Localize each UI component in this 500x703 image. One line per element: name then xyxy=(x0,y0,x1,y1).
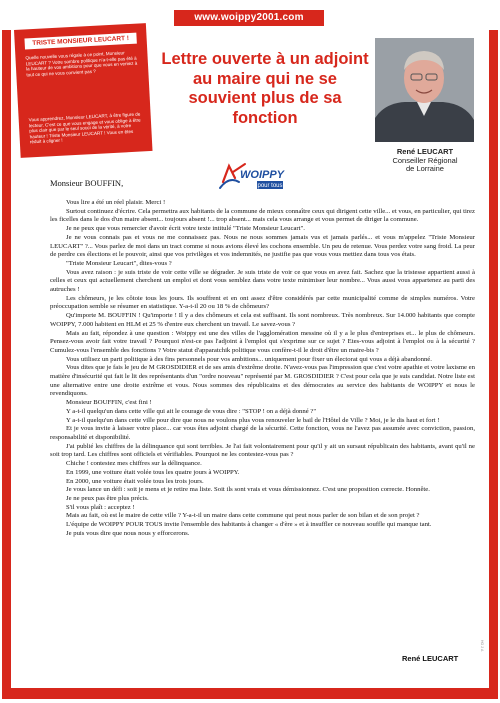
left-red-border xyxy=(2,30,11,692)
letter-paragraph-24: L'équipe de WOIPPY POUR TOUS invite l'ensemble des habitants à changer « d'ère » et à insuffler ce nouveau souffle qui manque tant. xyxy=(66,521,432,529)
letter-body xyxy=(50,199,475,538)
letter-paragraph-3: Je ne peux que vous remercier d'avoir écrit votre texte intitulé "Triste Monsieur Leucart". xyxy=(66,225,305,233)
letter-paragraph-11: Vous dites que je fais le jeu de M GROSDIDIER et de ses amis d'extrême droite. N'avez-vous pas l'impression que c'est votre apathie et votre laxisme en matière d'insécurité qui fait le lit des représentants d'un "ordre nouveau" représenté par M. GROSDIDIER ? C'est pour cela que je suis candidat. Notre liste est une alternative entre une droite extrême et vous. Nous sommes des républicains et des démocrates au service des habitants de WOIPPY et nous le revendiquons. xyxy=(50,364,475,398)
letter-paragraph-20: Je vous lance un défi : soit je mens et je retire ma liste. Soit ils sont vrais et vous démissionnez. C'est une proposition correcte. Honnête. xyxy=(66,486,430,494)
letter-paragraph-23: Mais au fait, où est le maire de cette ville ? Y-a-t-il un maire dans cette commune qui peut nous parler de son bilan et de son projet ? xyxy=(66,512,420,520)
letter-paragraph-2: Surtout continuez d'écrire. Cela permettra aux habitants de la commune de mieux connaître ceux qui dirigent cette ville... et vous, en particulier, qui tirez les ficelles dans le dos d'un maire absent... toujours absent !... trop absent... mais cela vous arrange et vous permet de diriger la commune. xyxy=(50,207,475,224)
letter-paragraph-22: S'il vous plaît : acceptez ! xyxy=(66,503,135,511)
portrait-name: René LEUCART xyxy=(396,147,454,156)
letter-greeting: Monsieur BOUFFIN, xyxy=(50,178,124,188)
website-url[interactable]: www.woippy2001.com xyxy=(174,10,324,26)
headline: Lettre ouverte à un adjoint au maire qui ne se souvient plus de sa fonction xyxy=(161,50,369,127)
letter-paragraph-15: Et je vous invite à laisser votre place... car vous êtes adjoint chargé de la sécurité. Cette fonction, vous ne l'avez pas assumée avec conviction, passion, responsabilité et disponibilité. xyxy=(50,425,475,441)
portrait-caption xyxy=(372,148,478,174)
letter-paragraph-4: Je ne vous connais pas et vous ne me connaissez pas. Nous ne nous sommes jamais vus et jamais parlés... et vous m'appelez "Triste Monsieur LEUCART" ?... Vous parlez de moi dans un tract comme si nous avions élevé les cochons ensemble. Un peu de retenue. Vous perdez votre sang froid. La peur de perdre ces élections et le pouvoir, ainsi que vos privilèges et vos indemnités, ne justifie pas que vous vous mettiez dans tous vos états. xyxy=(50,233,475,259)
letter-paragraph-5: "Triste Monsieur Leucart", dites-vous ? xyxy=(66,259,172,267)
portrait-silhouette-icon xyxy=(375,38,474,142)
letter-paragraph-16: J'ai publié les chiffres de la délinquance qui sont terribles. Je l'ai fait volontairement pour qu'il y ait un sursaut républicain des habitants, avant qu'il ne soit trop tard. Les chiffres sont officiels et vérifiables. Pourquoi ne les contestez-vous pas ? xyxy=(50,442,475,459)
letter-paragraph-13: Y a-t-il quelqu'un dans cette ville qui ait le courage de vous dire : "STOP ! on a déjà donné ?" xyxy=(66,407,317,415)
letter-paragraph-1: Vous lire a été un réel plaisir. Merci ! xyxy=(66,199,166,206)
logo-brand: WOIPPY xyxy=(240,169,285,181)
portrait-photo xyxy=(375,38,474,142)
signature: René LEUCART xyxy=(402,654,459,663)
bottom-red-border xyxy=(2,688,498,699)
letter-paragraph-21: Je ne peux pas être plus précis. xyxy=(66,494,149,502)
promo-text-bottom: Vous apprendrez, Monsieur LEUCART, à être figure de lecteur. C'est ce que vous engage et vous oblige à être plus clair que par le seul souci de la vérité, à votre hauteur ! Triste Monsieur LEUCART ! Vous en êtes réduit à cligner ! xyxy=(28,111,141,145)
letter-paragraph-10: Vous utilisez un parti politique à des fins personnels pour vos ambitions... uniquement pour fixer un électorat qui vous a déjà abandonné. xyxy=(66,355,432,363)
letter-paragraph-8: Qu'importe M. BOUFFIN ! Qu'importe ! Il y a des chômeurs et cela est suffisant. Ils sont nombreux. Très nombreux. Sur 14.000 habitants que compte WOIPPY, 7.000 habitent en HLM et 25 % d'entre eux cherchent un travail. Le savez-vous ? xyxy=(50,312,475,328)
letter-paragraph-7: Les chômeurs, je les côtoie tous les jours. Ils souffrent et en ont assez d'être considérés par cette municipalité comme de simples numéros. Votre préoccupation semble se résumer en statistique. Y-a-t-il 20 ou 18 % de chômeurs? xyxy=(50,294,475,311)
letter-paragraph-19: En 2000, une voiture était volée tous les trois jours. xyxy=(66,477,204,485)
promo-title: TRISTE MONSIEUR LEUCART ! xyxy=(24,33,136,50)
woippy-pour-tous-logo-icon xyxy=(215,158,290,194)
print-mark: HG 2 A xyxy=(480,640,484,652)
letter-paragraph-12: Monsieur BOUFFIN, c'est fini ! xyxy=(66,399,152,407)
right-red-border xyxy=(489,30,498,692)
portrait-role-line2: de Lorraine xyxy=(406,164,444,174)
letter-paragraph-18: En 1999, une voiture était volée tous les quatre jours à WOIPPY. xyxy=(66,468,240,476)
logo-tagline: pour tous xyxy=(257,183,283,190)
letter-paragraph-25: Je puis vous dire que nous nous y efforcerons. xyxy=(66,529,190,537)
promo-box xyxy=(14,23,153,158)
letter-paragraph-6: Vous avez raison : je suis triste de voir cette ville se dégrader. Je suis triste de voir ce que vous en avez fait. Sachez que la tristesse appartient aussi à celles et ceux qui actuellement cherchent un emploi et dont vous semblez dans votre texte minimiser leur nombre... Vous aussi vous appartenez au parti des autruches ! xyxy=(50,268,475,294)
letter-paragraph-17: Chiche ! contestez mes chiffres sur la délinquance. xyxy=(66,460,202,468)
letter-paragraph-14: Y a-t-il quelqu'un dans cette ville pour dire que nous ne voulons plus vous renouveler le bail de l'Hôtel de Ville ? Moi, je le dis haut et fort ! xyxy=(66,416,440,424)
promo-text-top: Quelle nouvelle vous régale à ce point, Monsieur LEUCART ? Votre sombre politique n'a-t-elle pas été à la hauteur de vos ambitions pour que vous en veniez à tout ce qui ne vous convient pas ? xyxy=(25,50,138,78)
portrait-role-line1: Conseiller Régional xyxy=(392,155,458,165)
letter-paragraph-9: Mais au fait, répondez à une question : Woippy est une des villes de l'agglomération messine où il y a le plus d'entreprises et... le plus de chômeurs. Pensez-vous avoir fait votre travail ? Pourquoi n'est-ce pas l'adjoint à l'emploi qui s'exprime sur ce sujet ? Etes-vous adjoint à l'emploi ou à la sécurité ? Cumulez-vous l'ensemble des fonctions ? Votre statut d'apparatchik politique vous confère-t-il le droit d'être un maire-bis ? xyxy=(50,329,475,354)
